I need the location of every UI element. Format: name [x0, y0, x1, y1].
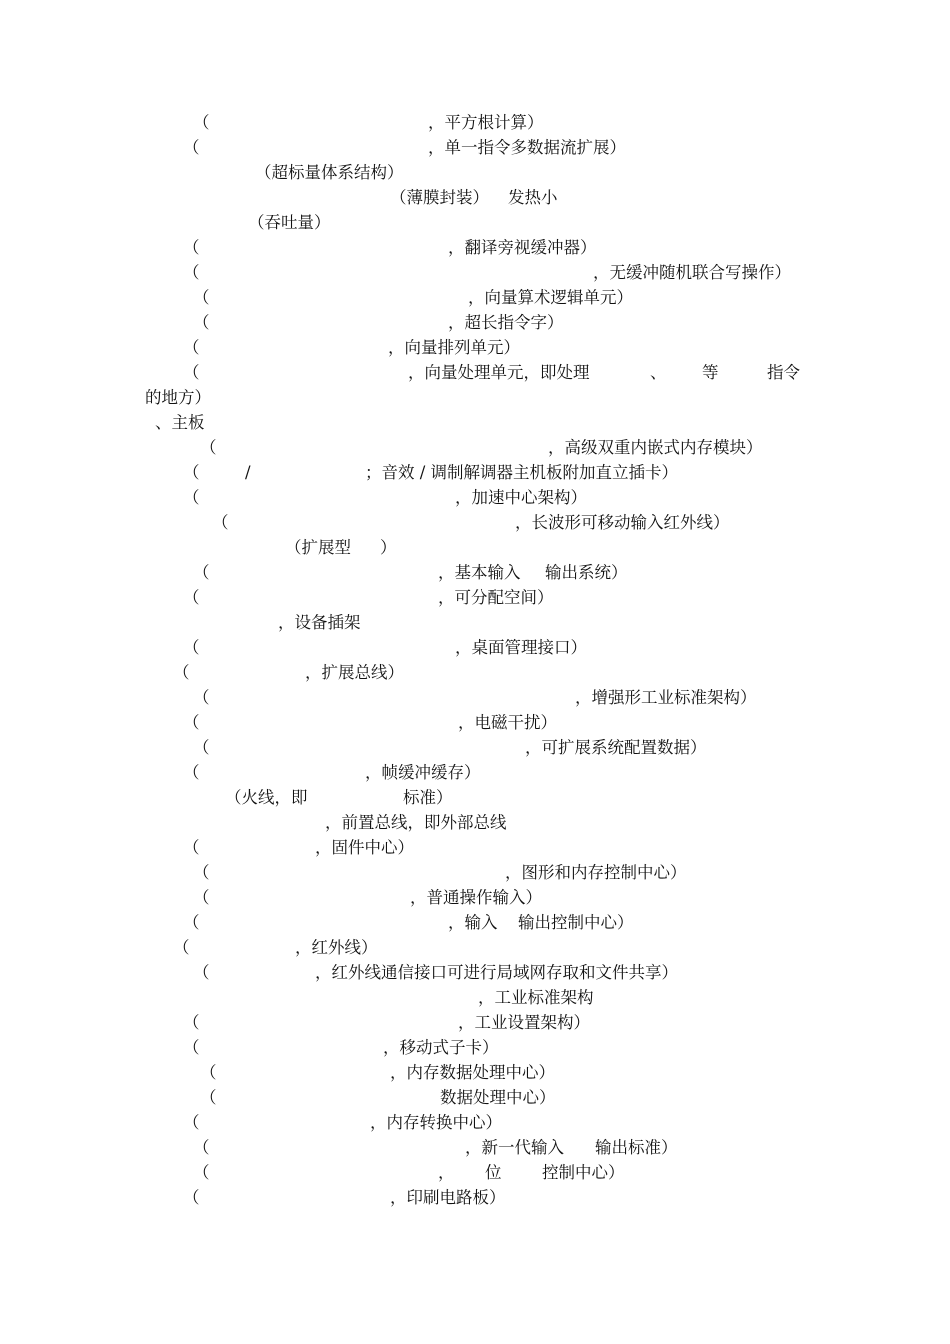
text-segment: （	[193, 113, 210, 132]
text-segment: （	[183, 638, 200, 657]
text-segment: 指令	[767, 363, 800, 382]
text-segment: （	[173, 938, 190, 957]
text-segment: ，	[438, 1163, 455, 1182]
text-segment: ，电磁干扰）	[458, 713, 557, 732]
text-segment: （	[183, 363, 200, 382]
text-segment: 的地方）	[145, 388, 211, 407]
text-segment: （	[193, 563, 210, 582]
text-segment: ，向量处理单元，即处理	[408, 363, 590, 382]
text-segment: ，单一指令多数据流扩展）	[428, 138, 626, 157]
text-segment: ，基本输入	[438, 563, 521, 582]
text-segment: 控制中心）	[542, 1163, 625, 1182]
text-segment: 位	[485, 1163, 502, 1182]
text-segment: ，可扩展系统配置数据）	[525, 738, 707, 757]
text-segment: （	[183, 1113, 200, 1132]
text-segment: ，桌面管理接口）	[455, 638, 587, 657]
text-segment: （扩展型	[285, 538, 351, 557]
text-segment: ，翻译旁视缓冲器）	[448, 238, 597, 257]
text-segment: 、主板	[155, 413, 205, 432]
text-segment: 数据处理中心）	[440, 1088, 556, 1107]
text-segment: 输出系统）	[545, 563, 628, 582]
text-segment: ，设备插架	[278, 613, 361, 632]
text-segment: （	[183, 913, 200, 932]
text-segment: ，移动式子卡）	[383, 1038, 499, 1057]
text-segment: 标准）	[403, 788, 453, 807]
text-segment: 输出控制中心）	[518, 913, 634, 932]
text-segment: （	[183, 338, 200, 357]
text-segment: ，红外线通信接口可进行局域网存取和文件共享）	[315, 963, 678, 982]
text-segment: ，加速中心架构）	[455, 488, 587, 507]
text-segment: （	[193, 963, 210, 982]
text-segment: （	[183, 1013, 200, 1032]
text-segment: （	[173, 663, 190, 682]
text-segment: ，平方根计算）	[428, 113, 544, 132]
text-segment: （	[193, 888, 210, 907]
text-segment: ，内存转换中心）	[370, 1113, 502, 1132]
text-segment: （	[193, 288, 210, 307]
text-segment: （	[183, 238, 200, 257]
text-segment: （超标量体系结构）	[255, 163, 404, 182]
text-segment: （	[193, 313, 210, 332]
text-segment: （	[193, 1163, 210, 1182]
text-segment: （	[183, 263, 200, 282]
text-segment: ，长波形可移动输入红外线）	[515, 513, 730, 532]
text-segment: ，工业设置架构）	[458, 1013, 590, 1032]
text-segment: （	[183, 763, 200, 782]
text-segment: （	[183, 488, 200, 507]
text-segment: 、	[650, 363, 667, 382]
text-segment: ，向量算术逻辑单元）	[468, 288, 633, 307]
text-segment: （	[193, 863, 210, 882]
text-segment: （	[193, 688, 210, 707]
text-segment: ，前置总线，即外部总线	[325, 813, 507, 832]
text-segment: ，红外线）	[295, 938, 378, 957]
text-segment: （	[183, 713, 200, 732]
text-segment: （	[212, 513, 229, 532]
text-segment: （	[183, 138, 200, 157]
text-segment: ，新一代输入	[465, 1138, 564, 1157]
text-segment: （	[200, 438, 217, 457]
text-segment: ，可分配空间）	[438, 588, 554, 607]
text-segment: （薄膜封装）	[390, 188, 489, 207]
text-segment: （	[200, 1063, 217, 1082]
text-segment: 输出标准）	[595, 1138, 678, 1157]
text-segment: （	[193, 1138, 210, 1157]
text-segment: （	[183, 588, 200, 607]
text-segment: ，无缓冲随机联合写操作）	[593, 263, 791, 282]
text-segment: ，输入	[448, 913, 498, 932]
text-segment: ，超长指令字）	[448, 313, 564, 332]
text-segment: 等	[702, 363, 719, 382]
text-segment: ，高级双重内嵌式内存模块）	[548, 438, 763, 457]
text-segment: （	[183, 1038, 200, 1057]
text-segment: （	[183, 463, 200, 482]
text-segment: （吞吐量）	[248, 213, 331, 232]
text-segment: ，图形和内存控制中心）	[505, 863, 687, 882]
text-segment: （	[183, 838, 200, 857]
text-segment: ，工业标准架构	[478, 988, 594, 1007]
text-segment: /	[245, 463, 251, 482]
text-segment: （	[183, 1188, 200, 1207]
text-segment: （	[200, 1088, 217, 1107]
text-segment: ，固件中心）	[315, 838, 414, 857]
text-segment: （火线，即	[225, 788, 308, 807]
text-segment: ，向量排列单元）	[388, 338, 520, 357]
text-segment: ，印刷电路板）	[390, 1188, 506, 1207]
text-segment: ，普通操作输入）	[410, 888, 542, 907]
text-segment: ，扩展总线）	[305, 663, 404, 682]
text-segment: ，内存数据处理中心）	[390, 1063, 555, 1082]
text-segment: 发热小	[508, 188, 558, 207]
text-segment: ，增强形工业标准架构）	[575, 688, 757, 707]
text-segment: ，帧缓冲缓存）	[365, 763, 481, 782]
text-segment: ；音效 / 调制解调器主机板附加直立插卡）	[365, 463, 679, 482]
text-segment: ）	[380, 538, 397, 557]
text-segment: （	[193, 738, 210, 757]
